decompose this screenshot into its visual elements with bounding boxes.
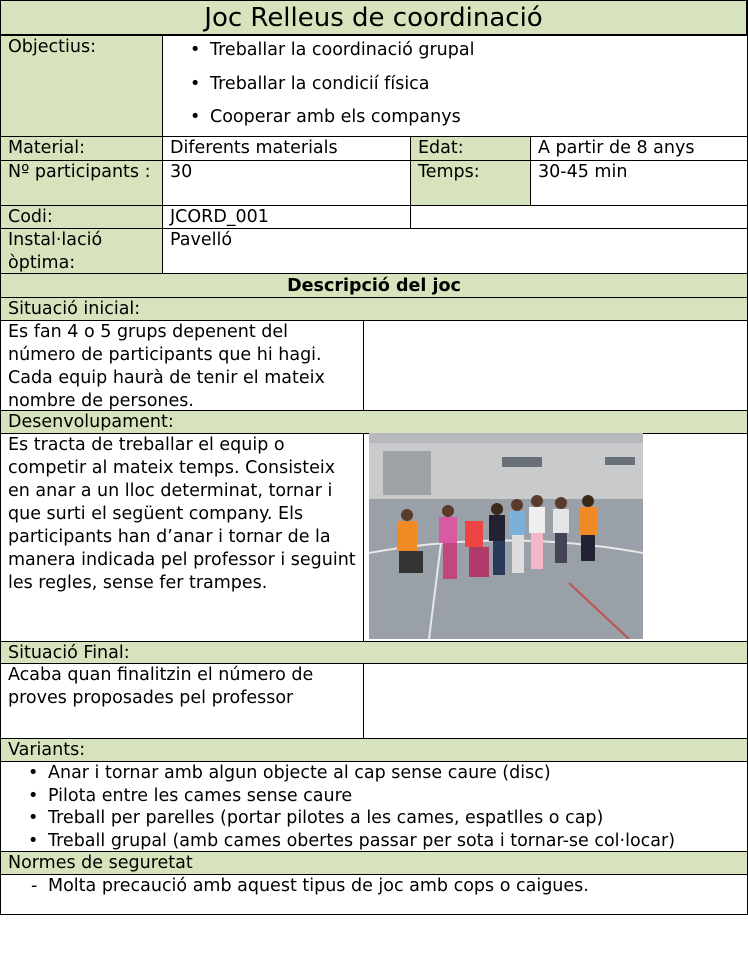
situacio-final-header-row xyxy=(0,641,747,663)
normes-label: Normes de seguretat xyxy=(0,851,747,874)
material-value: Diferents materials xyxy=(162,136,410,160)
variants-header-row xyxy=(0,738,747,761)
situacio-inicial-label: Situació inicial: xyxy=(0,297,747,320)
installacio-label: Instal·lació òptima: xyxy=(0,228,162,273)
normes-row xyxy=(0,874,747,915)
objectives-row xyxy=(0,35,747,136)
participants-label: Nº participants : xyxy=(0,160,162,205)
page-title: Joc Relleus de coordinació xyxy=(0,0,747,35)
variant-item: • Anar i tornar amb algun objecte al cap sense caure (disc) xyxy=(1,762,747,785)
objectives-label: Objectius: xyxy=(0,35,162,136)
variant-item: • Treball grupal (amb cames obertes passar per sota i tornar-se col·locar) xyxy=(1,830,747,852)
situacio-final-text: Acaba quan finalitzin el número de proves proposades pel professor xyxy=(0,663,363,738)
situacio-final-row xyxy=(0,663,747,738)
objectives-list xyxy=(163,38,747,136)
material-label: Material: xyxy=(0,136,162,160)
game-photo xyxy=(369,433,643,639)
desenvolupament-text: Es tracta de treballar el equip o competir al mateix temps. Consisteix en anar a un lloc determinat, tornar i que surti el següent company. Els participants han d’anar i tornar de la manera indicada pel professor i seguint les regles, sense fer trampes. xyxy=(0,433,363,641)
temps-value: 30-45 min xyxy=(530,160,747,205)
situacio-final-label: Situació Final: xyxy=(0,641,747,663)
edat-value: A partir de 8 anys xyxy=(530,136,747,160)
installacio-value: Pavelló xyxy=(162,228,747,273)
situacio-inicial-header-row xyxy=(0,297,747,320)
variants-list-cell xyxy=(0,761,747,851)
situacio-inicial-row xyxy=(0,320,747,410)
situacio-inicial-text: Es fan 4 o 5 grups depenent del número de participants que hi hagi. Cada equip haurà de tenir el mateix nombre de persones. xyxy=(0,320,363,410)
normes-list-cell xyxy=(0,874,747,915)
codi-row xyxy=(0,205,747,228)
desenvolupament-header-row xyxy=(0,410,747,433)
objective-item: • Cooperar amb els companys xyxy=(163,105,747,136)
normes-header-row xyxy=(0,851,747,874)
variants-label: Variants: xyxy=(0,738,747,761)
objectives-list-cell xyxy=(162,35,747,136)
participants-value: 30 xyxy=(162,160,410,205)
description-header: Descripció del joc xyxy=(0,273,747,297)
codi-empty-cell xyxy=(410,205,747,228)
description-header-row xyxy=(0,273,747,297)
material-row xyxy=(0,136,747,160)
normes-list xyxy=(1,875,747,898)
objective-item: • Treballar la condicií física xyxy=(163,72,747,106)
temps-label: Temps: xyxy=(410,160,530,205)
variants-list xyxy=(1,762,747,851)
installacio-row xyxy=(0,228,747,273)
codi-label: Codi: xyxy=(0,205,162,228)
situacio-inicial-empty-cell xyxy=(363,320,747,410)
norma-item: - Molta precaució amb aquest tipus de joc amb cops o caigues. xyxy=(1,875,747,898)
edat-label: Edat: xyxy=(410,136,530,160)
variant-item: • Treball per parelles (portar pilotes a les cames, espatlles o cap) xyxy=(1,807,747,830)
desenvolupament-label: Desenvolupament: xyxy=(0,410,747,433)
situacio-final-empty-cell xyxy=(363,663,747,738)
variants-row xyxy=(0,761,747,851)
participants-row xyxy=(0,160,747,205)
objective-item: • Treballar la coordinació grupal xyxy=(163,38,747,72)
codi-value: JCORD_001 xyxy=(162,205,410,228)
variant-item: • Pilota entre les cames sense caure xyxy=(1,785,747,808)
game-photo-illustration xyxy=(369,433,643,639)
